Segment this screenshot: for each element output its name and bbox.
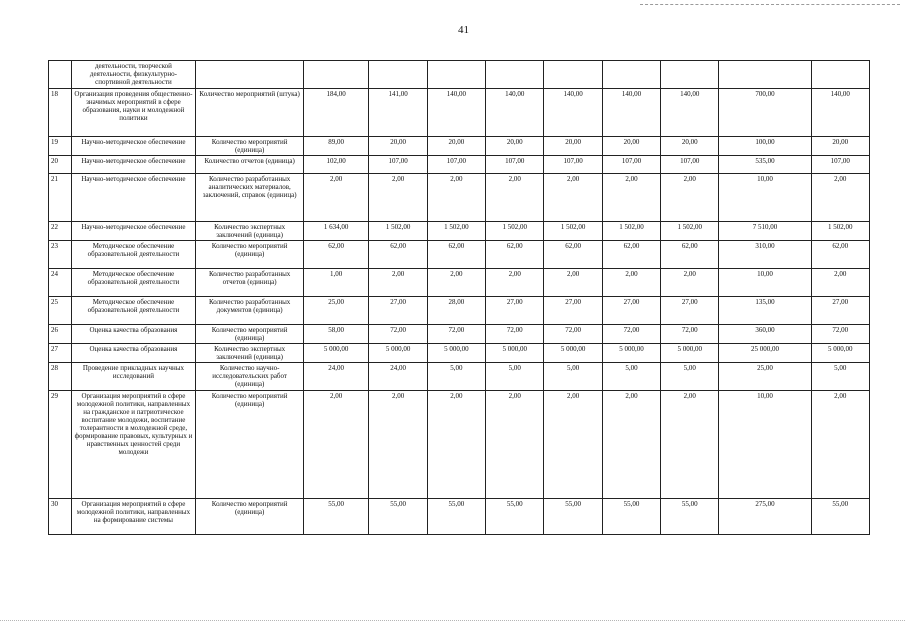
row-number-cell: 26 (49, 325, 72, 344)
service-name-cell: Оценка качества образования (71, 344, 196, 363)
value-cell: 141,00 (369, 89, 427, 137)
value-cell: 28,00 (427, 297, 485, 325)
value-cell: 20,00 (661, 137, 719, 156)
service-name-cell: Проведение прикладных научных исследований (71, 363, 196, 391)
value-cell: 10,00 (719, 391, 811, 499)
value-cell: 140,00 (811, 89, 869, 137)
service-name-cell: Методическое обеспечение образовательной деятельности (71, 297, 196, 325)
value-cell: 2,00 (369, 269, 427, 297)
page-number: 41 (458, 24, 469, 36)
value-cell: 55,00 (303, 499, 369, 535)
table-row (49, 222, 870, 241)
service-name-cell: Методическое обеспечение образовательной деятельности (71, 241, 196, 269)
value-cell: 62,00 (369, 241, 427, 269)
value-cell: 24,00 (303, 363, 369, 391)
indicator-unit-cell: Количество экспертных заключений (единица) (196, 344, 303, 363)
service-name-cell: Оценка качества образования (71, 325, 196, 344)
value-cell: 107,00 (661, 156, 719, 174)
value-cell (303, 61, 369, 89)
indicator-unit-cell: Количество мероприятий (штука) (196, 89, 303, 137)
table-row (49, 363, 870, 391)
value-cell (369, 61, 427, 89)
value-cell: 140,00 (486, 89, 544, 137)
value-cell: 1 502,00 (369, 222, 427, 241)
value-cell: 7 510,00 (719, 222, 811, 241)
indicator-unit-cell: Количество разработанных аналитических материалов, заключений, справок (единица) (196, 174, 303, 222)
value-cell: 5,00 (602, 363, 660, 391)
value-cell: 72,00 (811, 325, 869, 344)
table-row (49, 241, 870, 269)
indicators-table (48, 60, 870, 535)
value-cell: 2,00 (369, 174, 427, 222)
value-cell: 5,00 (811, 363, 869, 391)
value-cell: 2,00 (661, 269, 719, 297)
indicator-unit-cell: Количество мероприятий (единица) (196, 241, 303, 269)
value-cell: 10,00 (719, 174, 811, 222)
row-number-cell: 24 (49, 269, 72, 297)
value-cell: 107,00 (427, 156, 485, 174)
value-cell: 107,00 (544, 156, 602, 174)
value-cell: 2,00 (811, 174, 869, 222)
value-cell: 140,00 (544, 89, 602, 137)
value-cell: 140,00 (427, 89, 485, 137)
service-name-cell: Организация проведения общественно-значимых мероприятий в сфере образования, науки и молодежной политики (71, 89, 196, 137)
value-cell: 20,00 (369, 137, 427, 156)
value-cell: 535,00 (719, 156, 811, 174)
table-row (49, 174, 870, 222)
value-cell (719, 61, 811, 89)
value-cell: 89,00 (303, 137, 369, 156)
value-cell: 107,00 (602, 156, 660, 174)
value-cell: 140,00 (661, 89, 719, 137)
table-row (49, 269, 870, 297)
value-cell: 27,00 (544, 297, 602, 325)
value-cell: 5 000,00 (811, 344, 869, 363)
table-row (49, 391, 870, 499)
indicator-unit-cell: Количество разработанных отчетов (единица) (196, 269, 303, 297)
value-cell: 62,00 (427, 241, 485, 269)
table-row (49, 137, 870, 156)
table-row (49, 156, 870, 174)
indicator-unit-cell: Количество отчетов (единица) (196, 156, 303, 174)
value-cell: 2,00 (544, 269, 602, 297)
value-cell: 2,00 (486, 269, 544, 297)
indicator-unit-cell: Количество мероприятий (единица) (196, 391, 303, 499)
indicator-unit-cell: Количество экспертных заключений (единица) (196, 222, 303, 241)
value-cell: 72,00 (602, 325, 660, 344)
value-cell: 102,00 (303, 156, 369, 174)
value-cell: 55,00 (369, 499, 427, 535)
row-number-cell: 30 (49, 499, 72, 535)
value-cell: 27,00 (486, 297, 544, 325)
value-cell: 62,00 (811, 241, 869, 269)
value-cell: 360,00 (719, 325, 811, 344)
value-cell: 107,00 (811, 156, 869, 174)
value-cell: 107,00 (486, 156, 544, 174)
table-row (49, 344, 870, 363)
value-cell: 1 634,00 (303, 222, 369, 241)
value-cell: 25,00 (303, 297, 369, 325)
value-cell: 2,00 (486, 391, 544, 499)
value-cell: 72,00 (661, 325, 719, 344)
value-cell (661, 61, 719, 89)
value-cell: 27,00 (602, 297, 660, 325)
value-cell: 62,00 (661, 241, 719, 269)
value-cell (544, 61, 602, 89)
value-cell: 58,00 (303, 325, 369, 344)
service-name-cell: Организация мероприятий в сфере молодежной политики, направленных на формирование системы (71, 499, 196, 535)
indicator-unit-cell: Количество мероприятий (единица) (196, 325, 303, 344)
value-cell: 2,00 (602, 269, 660, 297)
value-cell: 55,00 (811, 499, 869, 535)
value-cell: 100,00 (719, 137, 811, 156)
service-name-cell: Организация мероприятий в сфере молодежной политики, направленных на гражданское и патриотическое воспитание молодежи, воспитание толерантности в молодежной среде, формирование правовых, культурных и нравственных ценностей среди молодежи (71, 391, 196, 499)
value-cell: 55,00 (544, 499, 602, 535)
value-cell: 700,00 (719, 89, 811, 137)
value-cell: 5 000,00 (427, 344, 485, 363)
indicator-unit-cell: Количество мероприятий (единица) (196, 499, 303, 535)
value-cell: 1 502,00 (602, 222, 660, 241)
value-cell: 2,00 (661, 174, 719, 222)
value-cell: 20,00 (811, 137, 869, 156)
value-cell: 20,00 (544, 137, 602, 156)
value-cell: 2,00 (427, 174, 485, 222)
value-cell: 2,00 (661, 391, 719, 499)
row-number-cell: 29 (49, 391, 72, 499)
value-cell: 1 502,00 (427, 222, 485, 241)
indicator-unit-cell: Количество научно-исследовательских работ (единица) (196, 363, 303, 391)
value-cell: 55,00 (661, 499, 719, 535)
value-cell: 2,00 (486, 174, 544, 222)
value-cell: 20,00 (602, 137, 660, 156)
value-cell: 310,00 (719, 241, 811, 269)
value-cell (427, 61, 485, 89)
service-name-cell: Научно-методическое обеспечение (71, 156, 196, 174)
value-cell: 27,00 (369, 297, 427, 325)
value-cell: 1 502,00 (661, 222, 719, 241)
indicator-unit-cell (196, 61, 303, 89)
value-cell (602, 61, 660, 89)
value-cell: 25,00 (719, 363, 811, 391)
value-cell: 24,00 (369, 363, 427, 391)
row-number-cell (49, 61, 72, 89)
value-cell: 2,00 (811, 391, 869, 499)
row-number-cell: 18 (49, 89, 72, 137)
value-cell: 5 000,00 (602, 344, 660, 363)
value-cell: 62,00 (602, 241, 660, 269)
row-number-cell: 27 (49, 344, 72, 363)
scan-artifact-bottom (0, 620, 905, 621)
value-cell: 5 000,00 (369, 344, 427, 363)
value-cell (486, 61, 544, 89)
value-cell: 107,00 (369, 156, 427, 174)
value-cell: 2,00 (602, 174, 660, 222)
value-cell: 2,00 (427, 269, 485, 297)
value-cell: 1 502,00 (811, 222, 869, 241)
value-cell: 140,00 (602, 89, 660, 137)
value-cell (811, 61, 869, 89)
row-number-cell: 28 (49, 363, 72, 391)
row-number-cell: 20 (49, 156, 72, 174)
service-name-cell: Научно-методическое обеспечение (71, 174, 196, 222)
value-cell: 2,00 (544, 174, 602, 222)
row-number-cell: 23 (49, 241, 72, 269)
table-row (49, 61, 870, 89)
value-cell: 55,00 (427, 499, 485, 535)
value-cell: 2,00 (303, 391, 369, 499)
service-name-cell: Научно-методическое обеспечение (71, 222, 196, 241)
value-cell: 55,00 (486, 499, 544, 535)
table-row (49, 89, 870, 137)
value-cell: 5 000,00 (544, 344, 602, 363)
value-cell: 5 000,00 (303, 344, 369, 363)
row-number-cell: 19 (49, 137, 72, 156)
value-cell: 5 000,00 (486, 344, 544, 363)
value-cell: 62,00 (486, 241, 544, 269)
value-cell: 2,00 (369, 391, 427, 499)
value-cell: 5,00 (661, 363, 719, 391)
row-number-cell: 22 (49, 222, 72, 241)
value-cell: 1,00 (303, 269, 369, 297)
service-name-cell: Научно-методическое обеспечение (71, 137, 196, 156)
value-cell: 72,00 (486, 325, 544, 344)
table-row (49, 325, 870, 344)
value-cell: 27,00 (661, 297, 719, 325)
value-cell: 62,00 (303, 241, 369, 269)
value-cell: 25 000,00 (719, 344, 811, 363)
table-row (49, 297, 870, 325)
indicator-unit-cell: Количество разработанных документов (единица) (196, 297, 303, 325)
value-cell: 55,00 (602, 499, 660, 535)
value-cell: 62,00 (544, 241, 602, 269)
indicator-unit-cell: Количество мероприятий (единица) (196, 137, 303, 156)
value-cell: 72,00 (369, 325, 427, 344)
row-number-cell: 21 (49, 174, 72, 222)
value-cell: 275,00 (719, 499, 811, 535)
value-cell: 2,00 (602, 391, 660, 499)
value-cell: 20,00 (427, 137, 485, 156)
value-cell: 72,00 (544, 325, 602, 344)
value-cell: 184,00 (303, 89, 369, 137)
value-cell: 27,00 (811, 297, 869, 325)
service-name-cell: Методическое обеспечение образовательной деятельности (71, 269, 196, 297)
table-row (49, 499, 870, 535)
value-cell: 20,00 (486, 137, 544, 156)
value-cell: 2,00 (544, 391, 602, 499)
value-cell: 1 502,00 (486, 222, 544, 241)
value-cell: 5 000,00 (661, 344, 719, 363)
value-cell: 10,00 (719, 269, 811, 297)
value-cell: 5,00 (486, 363, 544, 391)
value-cell: 5,00 (427, 363, 485, 391)
service-name-cell: деятельности, творческой деятельности, физкультурно-спортивной деятельности (71, 61, 196, 89)
value-cell: 1 502,00 (544, 222, 602, 241)
value-cell: 2,00 (427, 391, 485, 499)
value-cell: 5,00 (544, 363, 602, 391)
value-cell: 2,00 (303, 174, 369, 222)
value-cell: 2,00 (811, 269, 869, 297)
value-cell: 135,00 (719, 297, 811, 325)
value-cell: 72,00 (427, 325, 485, 344)
scan-artifact-top (640, 4, 900, 5)
row-number-cell: 25 (49, 297, 72, 325)
